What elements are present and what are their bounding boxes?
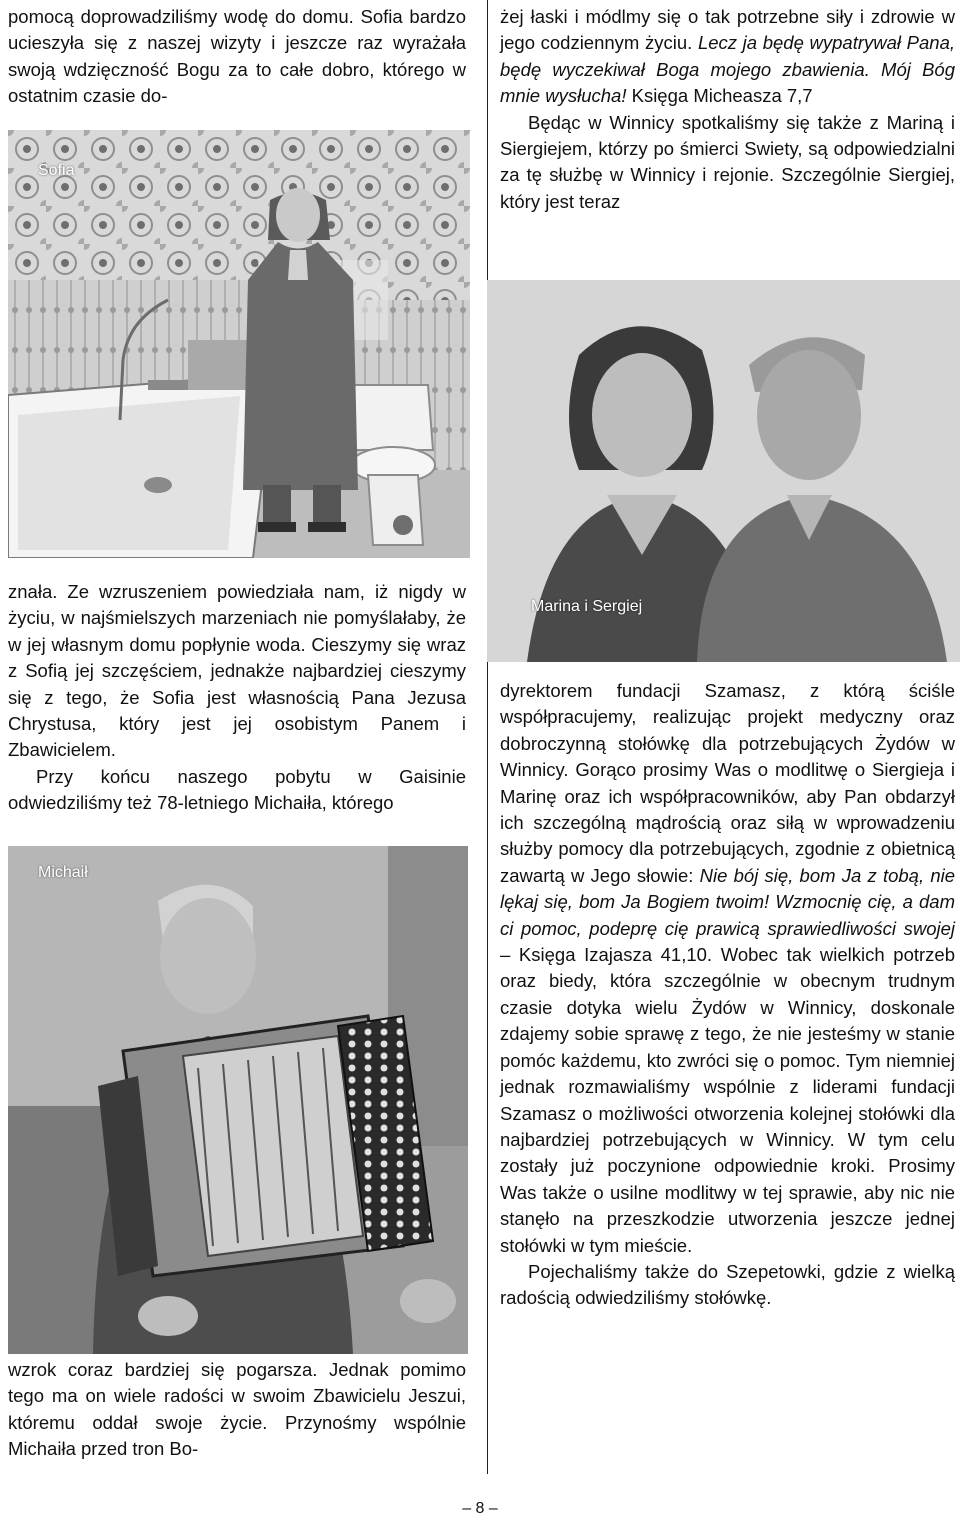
- bible-quote: Nie bój się, bom Ja z tobą, nie lękaj się, bom Ja Bogiem twoim! Wzmocnię cię, a dam ci pomoc, podeprę cię prawicą sprawiedliwości swojej: [500, 864, 956, 939]
- left-top-text: [8, 4, 466, 110]
- paragraph: pomocą doprowadziliśmy wodę do domu. Sofia bardzo ucieszyła się z naszej wizyty i jeszcze raz wyrażała swoją wdzięczność Bogu za to całe dobro, którego w ostatnim czasie do-: [8, 6, 466, 107]
- paragraph-start: dyrektorem fundacji Szamasz, z którą ściśle współpracujemy, realizując projekt medyczny oraz dobroczynną stołówkę dla potrzebujących Żydów w Winnicy. Gorąco prosimy Was o modlitwę o Siergieja i Marinę oraz ich współpracowników, aby Pan obdarzył ich szczególną mądrością oraz siłą w wprowadzeniu służby pomocy dla potrzebujących, zgodnie z obietnicą zawartą w Jego słowie:: [500, 680, 955, 886]
- column-divider: [487, 0, 488, 280]
- paragraph: Przy końcu naszego pobytu w Gaisinie odwiedziliśmy też 78-letniego Michaiła, którego: [8, 765, 466, 814]
- paragraph: znała. Ze wzruszeniem powiedziała nam, iż nigdy w życiu, w najśmielszych marzeniach nie pomyślałaby, że w jej własnym domu popłynie woda. Cieszymy się wraz z Sofią jej szczęściem, jednakże najbardziej cieszymy się z tego, że Sofia jest własnością Pana Jezusa Chrystusa, który jest jej osobistym Panem i Zbawicielem.: [8, 581, 466, 761]
- bible-reference: Księga Micheasza 7,7: [631, 85, 813, 107]
- left-mid-text: [8, 579, 466, 817]
- photo-caption: Marina i Sergiej: [531, 598, 643, 615]
- photo-caption: Sofia: [38, 162, 75, 179]
- photo-sofia: [8, 130, 470, 558]
- michail-image: [8, 846, 468, 1354]
- right-bottom-text: [500, 678, 955, 1312]
- paragraph: wzrok coraz bardziej się pogarsza. Jednak pomimo tego ma on wiele radości w swoim Zbawicielu Jeszui, któremu oddał swoje życie. Przynośmy wspólnie Michaiła przed tron Bo-: [8, 1359, 466, 1460]
- left-bottom-text: [8, 1357, 466, 1463]
- photo-michail: [8, 846, 468, 1354]
- page-number: – 8 –: [462, 1500, 498, 1517]
- right-top-text: [500, 4, 955, 215]
- paragraph-rest: – Księga Izajasza 41,10. Wobec tak wielkich potrzeb oraz biedy, która szczególnie w obecnym trudnym czasie dotyka wielu Żydów w Winnicy, doskonale zdajemy sobie sprawę z tego, że nie jesteśmy w stanie pomóc każdemu, kto zwróci się o pomoc. Tym niemniej jednak rozmawialiśmy wspólnie z liderami fundacji Szamasz o możliwości otworzenia kolejnej stołówki dla najbardziej potrzebujących w Winnicy. W tym celu zostały już poczynione odpowiednie kroki. Prosimy Was także o usilne modlitwy w tej sprawie, aby nic nie stanęło na przeszkodzie utworzenia jeszcze jednej stołówki w tym mieście.: [500, 944, 955, 1256]
- sofia-image: [8, 130, 470, 558]
- photo-marina-sergiej: [487, 280, 960, 662]
- photo-caption: Michaił: [38, 864, 88, 881]
- paragraph-start: żej łaski i módlmy się o tak potrzebne siły i zdrowie w jego codziennym życiu.: [500, 6, 955, 54]
- column-divider: [487, 662, 488, 1474]
- bible-quote: Lecz ja będę wypatrywał Pana, będę wyczekiwał Boga mojego zbawienia. Mój Bóg mnie wysłucha!: [500, 32, 955, 107]
- paragraph: Pojechaliśmy także do Szepetowki, gdzie z wielką radością odwiedziliśmy stołówkę.: [500, 1260, 955, 1309]
- paragraph: Będąc w Winnicy spotkaliśmy się także z Mariną i Siergiejem, którzy po śmierci Swiety, są odpowiedzialni za tę służbę w Winnicy i rejonie. Szczególnie Siergiej, który jest teraz: [500, 111, 955, 212]
